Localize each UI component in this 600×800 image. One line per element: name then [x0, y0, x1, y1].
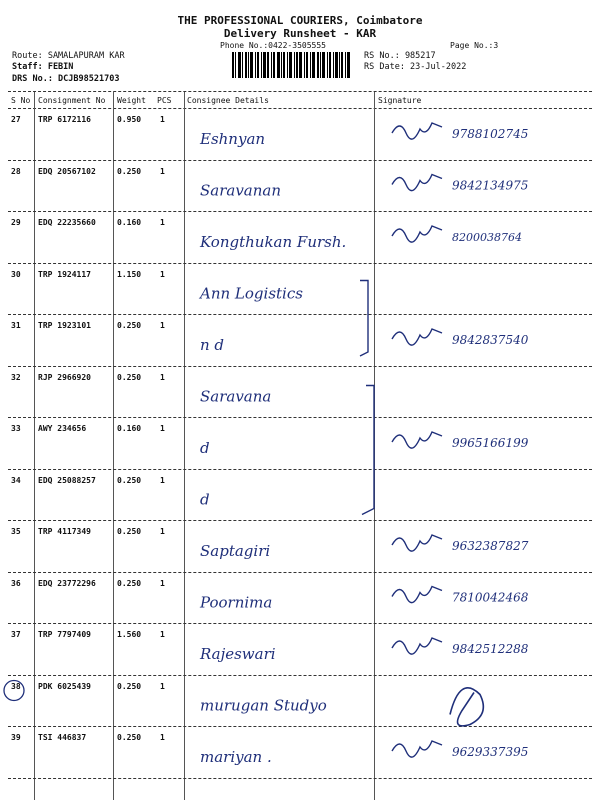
- cell-weight: 0.250: [117, 578, 142, 588]
- staff-label: Staff: FEBIN: [12, 62, 74, 72]
- cell-consignment: AWY 234656: [38, 424, 87, 433]
- phone-number: Phone No.:0422-3505555: [220, 41, 326, 50]
- cell-pcs: 1: [160, 733, 165, 742]
- signature-scribble: [392, 587, 442, 603]
- cell-consignment: TRP 6172116: [38, 115, 91, 124]
- cell-sno: 39: [11, 733, 21, 742]
- cell-consignment: EDQ 22235660: [38, 218, 96, 227]
- rs-date: RS Date: 23-Jul-2022: [364, 62, 467, 72]
- row-divider: [8, 778, 592, 779]
- cell-pcs: 1: [160, 424, 165, 433]
- signature-scribble: [392, 226, 442, 242]
- cell-sno: 30: [11, 269, 21, 279]
- col-divider: [184, 92, 185, 800]
- row-divider: [8, 160, 592, 161]
- barcode-image: [232, 52, 350, 78]
- handwritten-consignee: Kongthukan Fursh.: [200, 233, 347, 251]
- cell-sno: 35: [11, 527, 21, 536]
- row-divider: [8, 469, 592, 470]
- cell-sno: 32: [11, 372, 21, 382]
- handwritten-consignee: Saravana: [200, 387, 272, 406]
- cell-pcs: 1: [160, 475, 165, 485]
- row-divider: [8, 417, 592, 418]
- col-consignment: Consignment No: [38, 96, 106, 105]
- handwritten-consignee: mariyan .: [200, 748, 272, 766]
- col-divider: [113, 92, 114, 800]
- cell-sno: 36: [11, 578, 21, 588]
- handwritten-phone: 9632387827: [452, 539, 529, 553]
- signature-scribble: [392, 123, 442, 139]
- handwritten-phone: 9842837540: [452, 333, 529, 347]
- cell-sno: 27: [11, 115, 21, 124]
- cell-pcs: 1: [160, 372, 165, 382]
- cell-consignment: EDQ 20567102: [38, 166, 96, 176]
- cell-weight: 0.250: [117, 475, 142, 485]
- signature-scribble: [392, 535, 442, 551]
- cell-pcs: 1: [160, 681, 165, 691]
- handwritten-phone: 8200038764: [452, 231, 522, 244]
- route-label: Route: SAMALAPURAM KAR: [12, 51, 125, 61]
- signature-scribble: [392, 638, 442, 654]
- header-bottom-rule: [8, 108, 592, 109]
- cell-consignment: TRP 1923101: [38, 321, 91, 330]
- cell-weight: 0.250: [117, 733, 142, 742]
- sheet-title: [0, 14, 600, 40]
- cell-sno: 29: [11, 218, 21, 227]
- signature-scribble: [450, 688, 483, 726]
- handwritten-consignee: Poornima: [200, 593, 273, 612]
- cell-consignment: TRP 7797409: [38, 630, 91, 639]
- rs-number: RS No.: 985217: [364, 51, 436, 61]
- handwritten-phone: 9842512288: [452, 642, 529, 656]
- cell-consignment: TRP 4117349: [38, 527, 91, 536]
- row-divider: [8, 623, 592, 624]
- cell-weight: 0.250: [117, 321, 142, 330]
- handwritten-phone: 7810042468: [452, 590, 529, 605]
- cell-pcs: 1: [160, 166, 165, 176]
- cell-pcs: 1: [160, 578, 165, 588]
- drs-number: DRS No.: DCJB98521703: [12, 74, 120, 84]
- cell-pcs: 1: [160, 269, 165, 279]
- cell-pcs: 1: [160, 527, 165, 536]
- company-title: THE PROFESSIONAL COURIERS, Coimbatore: [177, 14, 423, 27]
- handwritten-consignee: n d: [200, 336, 225, 354]
- cell-pcs: 1: [160, 115, 165, 124]
- cell-sno: 33: [11, 424, 21, 433]
- handwritten-consignee: Saravanan: [200, 181, 282, 200]
- col-weight: Weight: [117, 96, 146, 105]
- handwritten-phone: 9842134975: [452, 178, 529, 193]
- col-signature: Signature: [378, 96, 422, 105]
- row-divider: [8, 520, 592, 521]
- handwritten-consignee: murugan Studyo: [200, 696, 327, 715]
- cell-sno: 28: [11, 166, 21, 176]
- handwritten-consignee: Eshnyan: [200, 130, 266, 148]
- handwritten-consignee: d: [200, 490, 210, 509]
- cell-consignment: RJP 2966920: [38, 372, 91, 382]
- cell-consignment: TSI 446837: [38, 733, 87, 742]
- cell-weight: 0.250: [117, 166, 142, 176]
- runsheet-subtitle: Delivery Runsheet - KAR: [223, 27, 377, 40]
- cell-consignment: PDK 6025439: [38, 681, 91, 691]
- row-divider: [8, 366, 592, 367]
- bracket-mark: [360, 281, 368, 357]
- row-divider: [8, 263, 592, 264]
- cell-sno: 31: [11, 321, 21, 330]
- cell-weight: 0.250: [117, 527, 142, 536]
- cell-weight: 0.950: [117, 115, 142, 124]
- cell-weight: 0.250: [117, 681, 142, 691]
- cell-weight: 0.250: [117, 372, 142, 382]
- signature-scribble: [392, 175, 442, 191]
- col-sno: S No: [11, 96, 31, 105]
- cell-sno: 37: [11, 630, 21, 639]
- cell-sno: 34: [11, 475, 21, 485]
- handwritten-phone: 9629337395: [452, 745, 529, 759]
- signature-scribble: [392, 432, 442, 448]
- cell-weight: 1.150: [117, 269, 142, 279]
- row-divider: [8, 726, 592, 727]
- handwritten-consignee: Rajeswari: [200, 645, 276, 663]
- cell-weight: 1.560: [117, 630, 142, 639]
- page-number: Page No.:3: [450, 41, 499, 50]
- row-divider: [8, 314, 592, 315]
- handwritten-phone: 9788102745: [452, 127, 529, 141]
- handwritten-consignee: d: [200, 439, 210, 457]
- handwritten-consignee: Saptagiri: [200, 542, 271, 560]
- cell-sno: 38: [11, 681, 21, 691]
- col-pcs: PCS: [157, 96, 172, 105]
- cell-pcs: 1: [160, 321, 165, 330]
- bracket-mark: [362, 386, 374, 515]
- cell-pcs: 1: [160, 218, 165, 227]
- cell-consignment: TRP 1924117: [38, 269, 91, 279]
- row-divider: [8, 572, 592, 573]
- row-divider: [8, 675, 592, 676]
- cell-weight: 0.160: [117, 218, 142, 227]
- signature-scribble: [392, 329, 442, 345]
- handwritten-consignee: Ann Logistics: [200, 284, 303, 303]
- cell-consignment: EDQ 23772296: [38, 578, 96, 588]
- cell-pcs: 1: [160, 630, 165, 639]
- col-divider: [34, 92, 35, 800]
- signature-scribble: [392, 741, 442, 757]
- col-divider: [374, 92, 375, 800]
- row-divider: [8, 211, 592, 212]
- col-consignee: Consignee Details: [187, 96, 269, 105]
- handwritten-phone: 9965166199: [452, 436, 529, 450]
- cell-consignment: EDQ 25088257: [38, 475, 96, 485]
- cell-weight: 0.160: [117, 424, 142, 433]
- header-top-rule: [8, 91, 592, 92]
